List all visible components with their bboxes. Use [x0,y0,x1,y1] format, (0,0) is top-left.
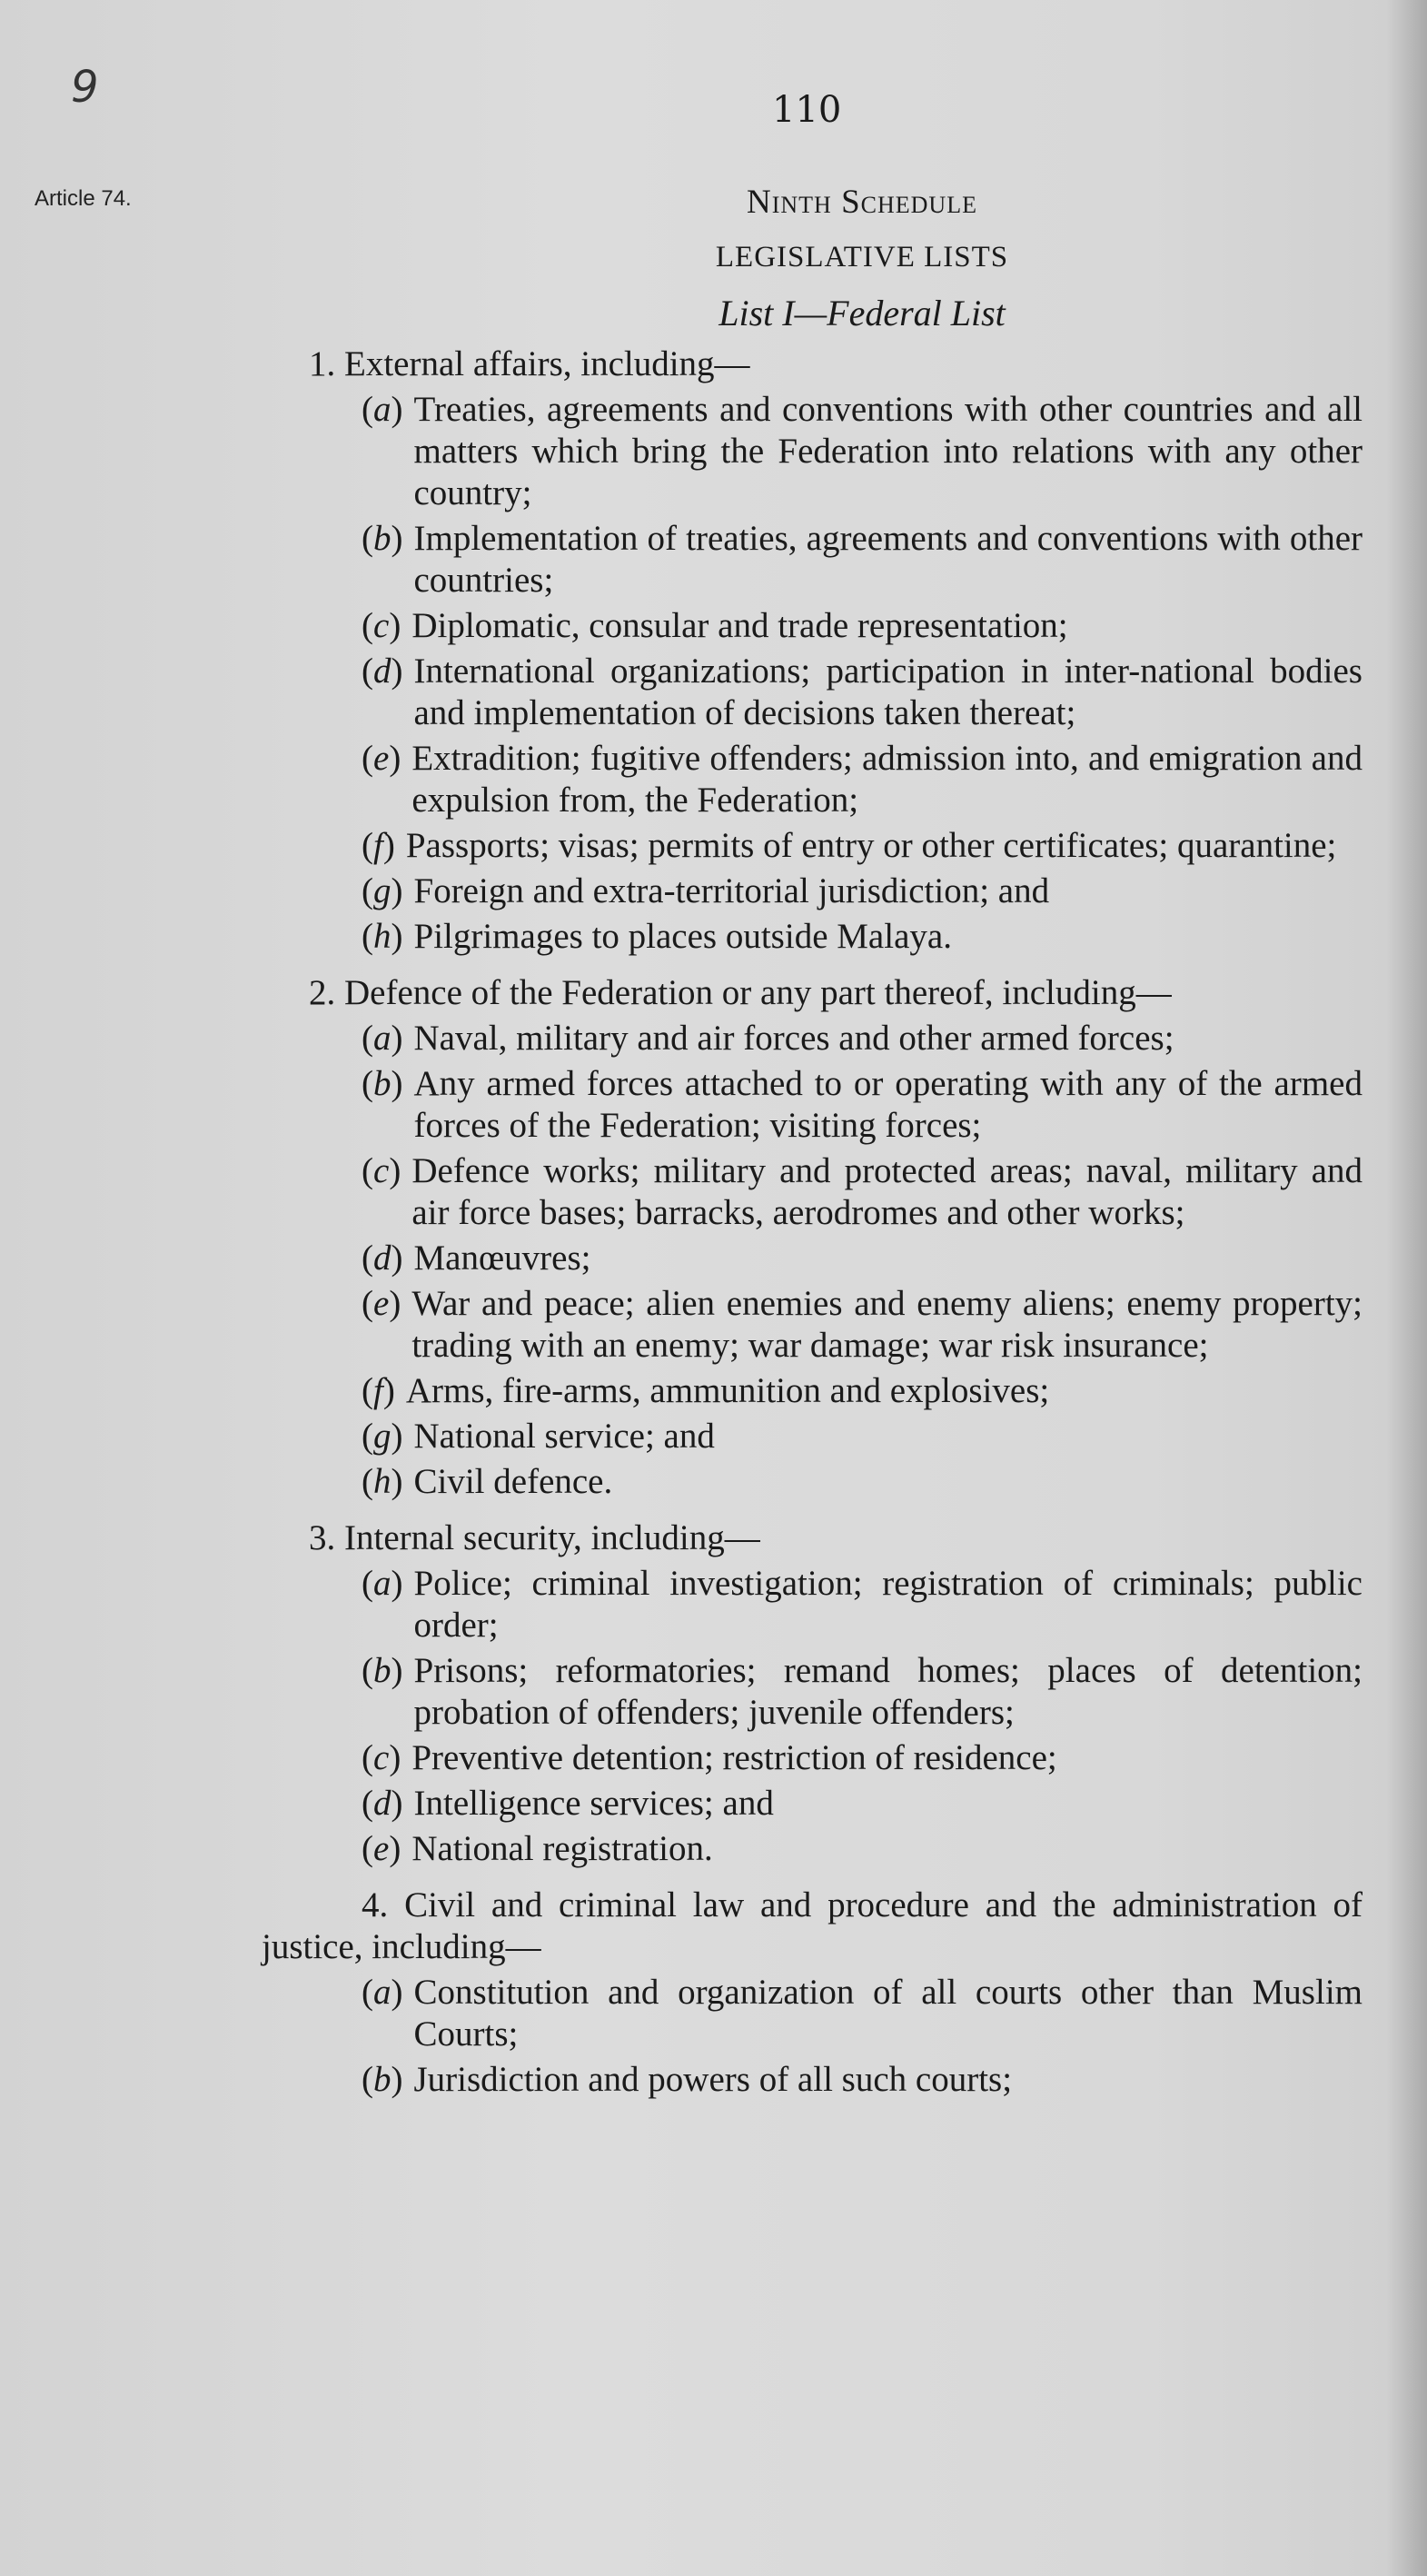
handwritten-mark: 9 [71,62,99,113]
section-heading: 1. External affairs, including— [309,344,750,383]
item-text: Diplomatic, consular and trade representation; [411,606,1068,645]
item-letter: (h) [362,917,403,956]
item-letter: (b) [362,2060,403,2099]
list-item [262,1828,1363,1870]
page-number: 110 [772,89,842,131]
item-text: Constitution and organization of all courts other than Muslim Courts; [413,1973,1363,2054]
item-letter: (a) [362,1564,403,1603]
item-letter: (b) [362,1064,403,1103]
item-letter: (b) [362,1651,403,1690]
item-letter: (f) [362,1371,395,1410]
item-text: Any armed forces attached to or operating with any of the armed forces of the Federation; visiting forces; [413,1064,1363,1145]
item-letter: (e) [362,739,401,778]
list-title: List I—Federal List [718,293,1006,333]
item-letter: (a) [362,1973,403,2012]
section-2 [262,972,1363,1503]
item-letter: (a) [362,390,403,429]
item-text: Extradition; fugitive offenders; admission into, and emigration and expulsion from, the Federation; [411,739,1363,820]
item-letter: (a) [362,1019,403,1058]
list-item [262,1238,1363,1279]
item-text: Arms, fire-arms, ammunition and explosives; [405,1371,1050,1410]
list-item [262,389,1363,514]
list-item [262,1737,1363,1779]
list-item [262,651,1363,734]
item-text: Naval, military and air forces and other armed forces; [413,1019,1174,1058]
item-letter: (d) [362,651,403,691]
list-item [262,518,1363,602]
list-item [262,1370,1363,1412]
list-item [262,1063,1363,1147]
item-letter: (d) [362,1238,403,1278]
item-text: Jurisdiction and powers of all such courts; [413,2060,1013,2099]
item-letter: (c) [362,1738,401,1777]
list-item [262,1283,1363,1367]
list-item [262,1650,1363,1734]
item-text: Passports; visas; permits of entry or other certificates; quarantine; [405,826,1337,865]
schedule-content [262,182,1363,2115]
section-heading: 3. Internal security, including— [309,1518,760,1557]
item-letter: (c) [362,606,401,645]
item-letter: (b) [362,519,403,558]
item-text: National registration. [411,1829,713,1868]
section-3 [262,1517,1363,1870]
item-text: Intelligence services; and [413,1784,774,1823]
item-text: Prisons; reformatories; remand homes; places of detention; probation of offenders; juvenile offenders; [413,1651,1363,1732]
item-text: Preventive detention; restriction of residence; [411,1738,1057,1777]
section-1 [262,343,1363,958]
item-letter: (g) [362,1417,403,1456]
list-item [262,738,1363,821]
item-letter: (g) [362,871,403,910]
item-text: Civil defence. [413,1462,613,1501]
item-text: War and peace; alien enemies and enemy aliens; enemy property; trading with an enemy; war damage; war risk insurance; [411,1284,1363,1365]
list-item [262,1783,1363,1825]
schedule-title: Ninth Schedule [747,184,977,221]
item-text: Manœuvres; [413,1238,591,1278]
item-letter: (e) [362,1829,401,1868]
page-edge-shadow [1386,0,1427,2576]
section-heading: 4. Civil and criminal law and procedure and the administration of justice, including— [262,1885,1363,1966]
item-letter: (e) [362,1284,401,1323]
list-item [262,1563,1363,1646]
list-item [262,916,1363,958]
list-item [262,825,1363,867]
schedule-subtitle: LEGISLATIVE LISTS [715,241,1009,274]
item-text: International organizations; participation in inter-national bodies and implementation of decisions taken thereat; [413,651,1363,732]
list-item [262,1461,1363,1503]
item-text: Defence works; military and protected areas; naval, military and air force bases; barracks, aerodromes and other works; [411,1151,1363,1232]
item-text: Foreign and extra-territorial jurisdiction; and [413,871,1050,910]
margin-note: Article 74. [35,186,132,211]
item-letter: (f) [362,826,395,865]
item-text: Implementation of treaties, agreements and conventions with other countries; [413,519,1363,600]
item-text: Police; criminal investigation; registration of criminals; public order; [413,1564,1363,1645]
item-text: Treaties, agreements and conventions with other countries and all matters which bring the Federation into relations with any other country; [413,390,1363,512]
section-heading: 2. Defence of the Federation or any part thereof, including— [309,973,1172,1012]
list-item [262,1150,1363,1234]
list-item [262,1416,1363,1457]
item-letter: (h) [362,1462,403,1501]
list-item [262,605,1363,647]
item-letter: (c) [362,1151,401,1190]
item-text: Pilgrimages to places outside Malaya. [413,917,952,956]
list-item [262,1018,1363,1059]
item-text: National service; and [413,1417,715,1456]
list-item [262,1972,1363,2055]
list-item [262,870,1363,912]
list-item [262,2059,1363,2101]
item-letter: (d) [362,1784,403,1823]
section-4 [262,1885,1363,2101]
